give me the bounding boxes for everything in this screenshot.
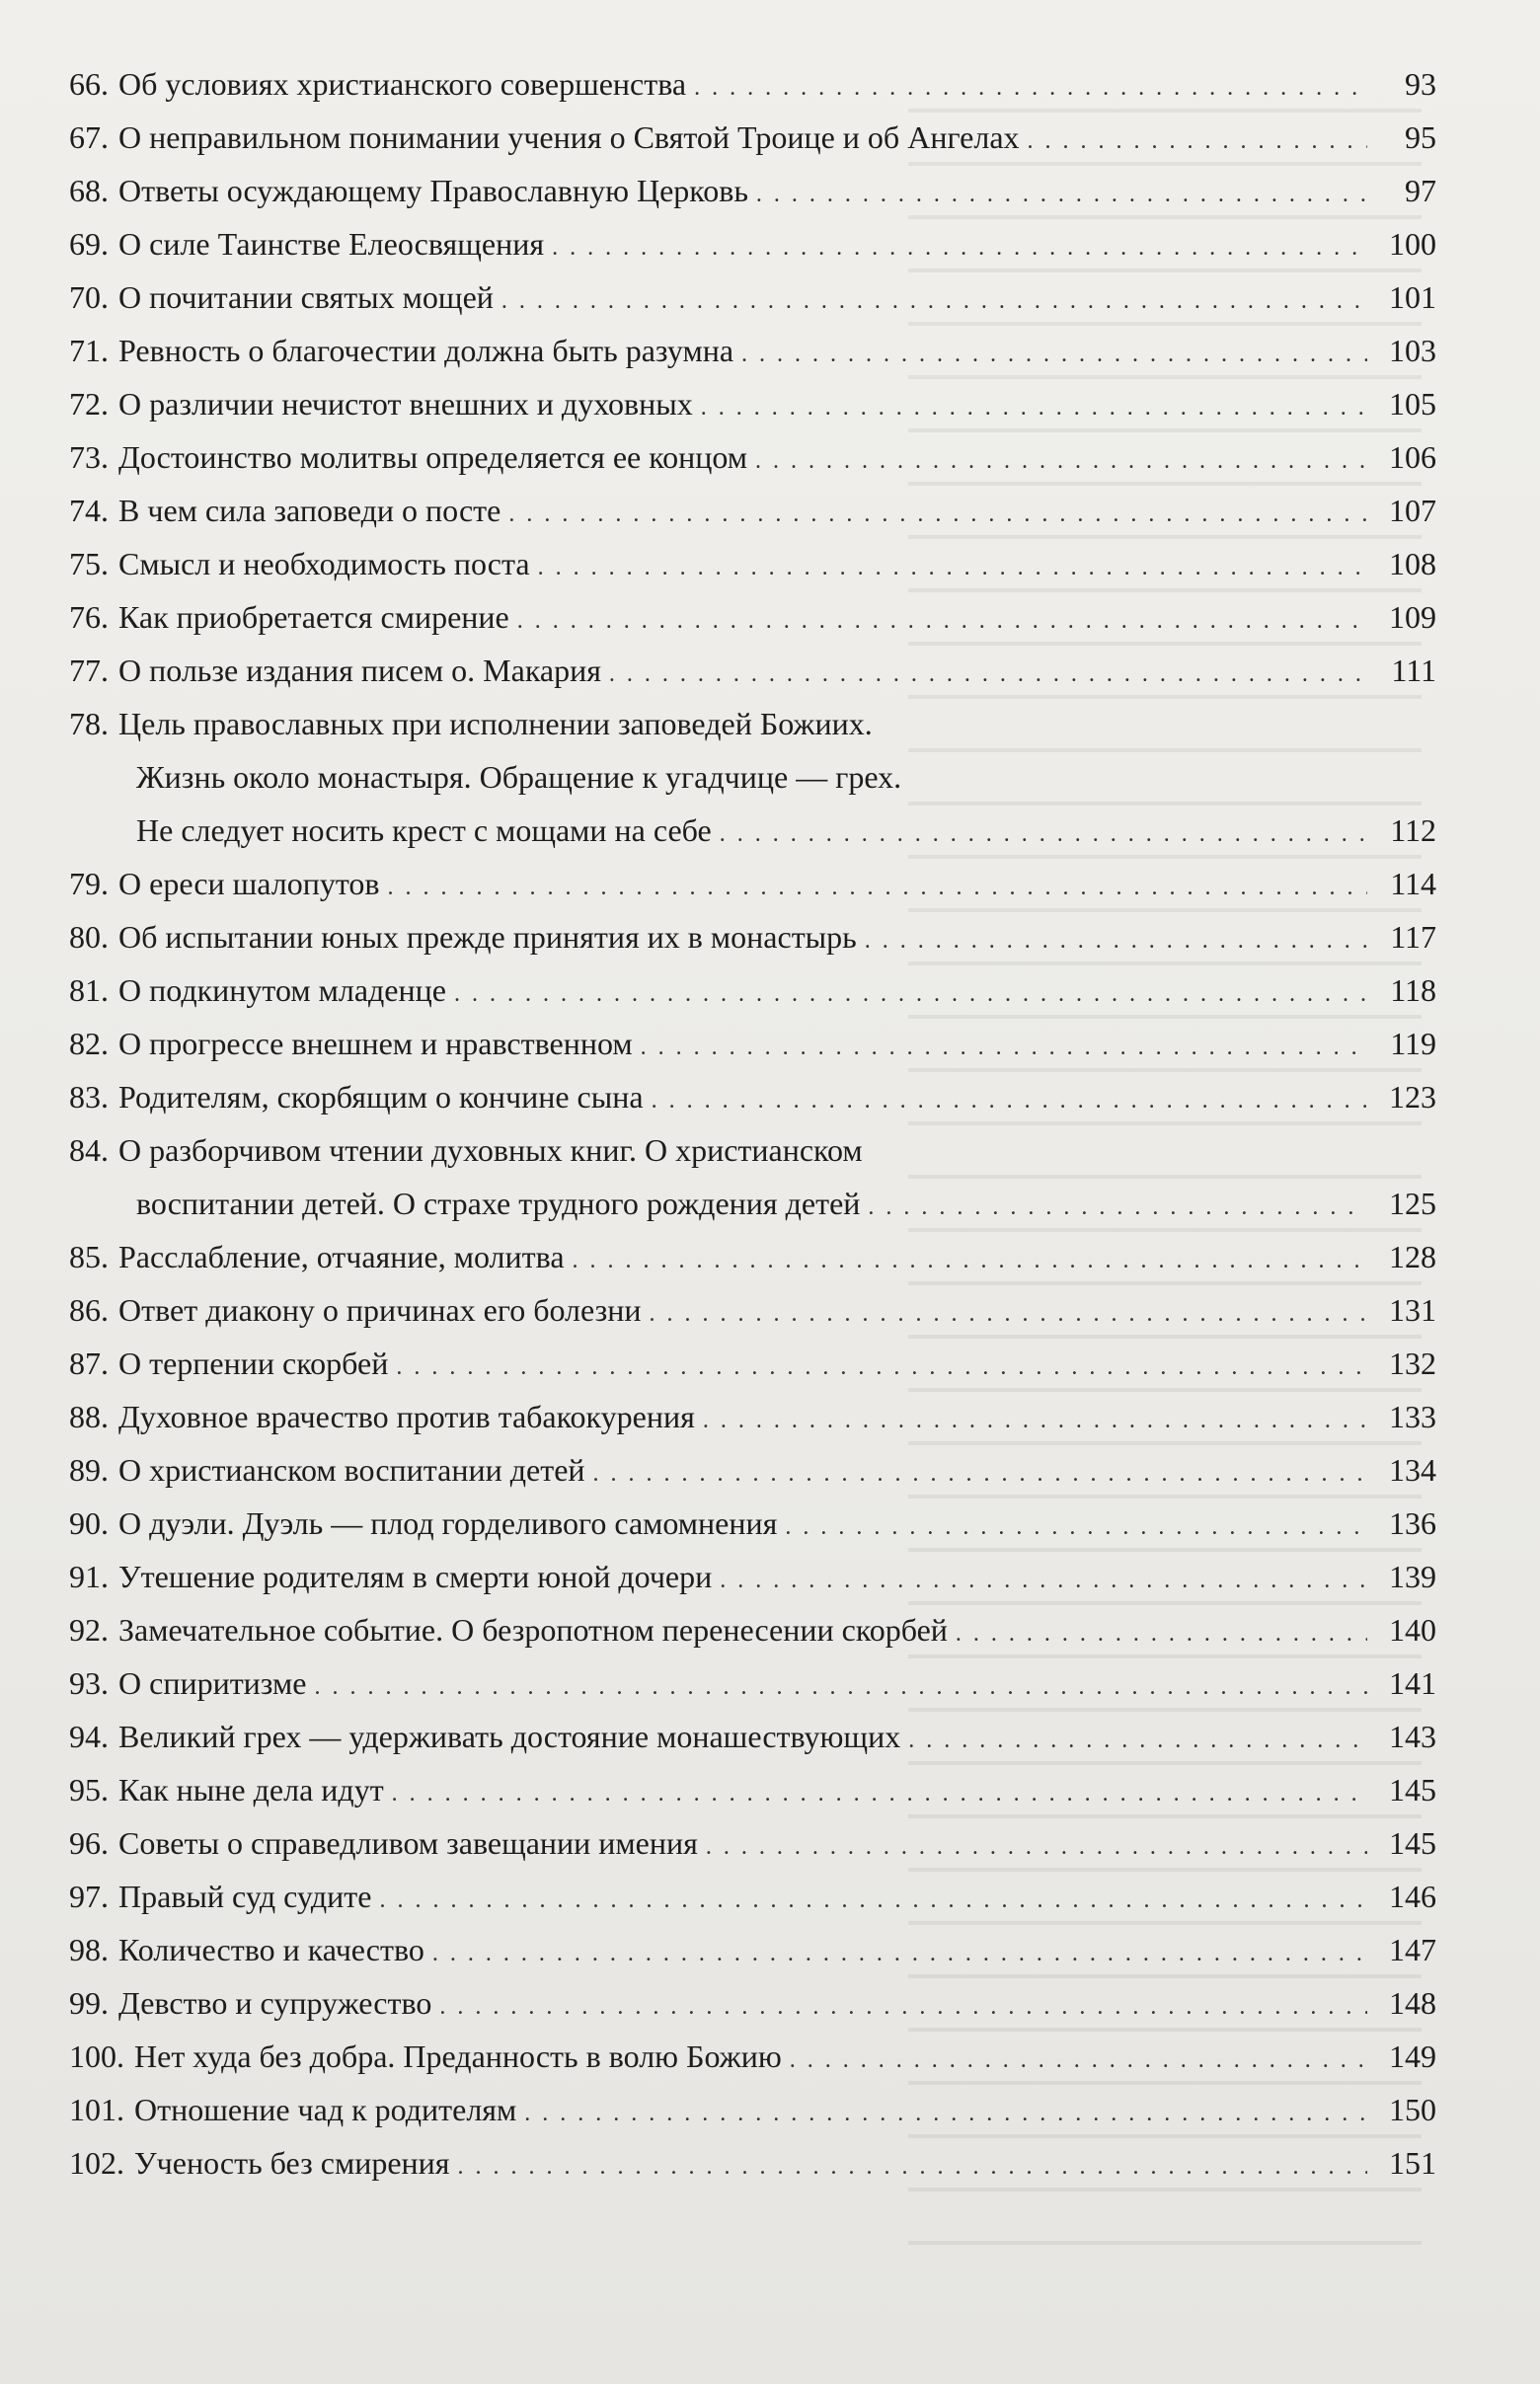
toc-entry-line — [69, 1390, 1436, 1443]
toc-entry — [69, 590, 1436, 644]
toc-entry-line — [69, 1443, 1436, 1497]
dot-leader — [454, 963, 1367, 1021]
toc-entry — [69, 537, 1436, 590]
toc-entry — [69, 324, 1436, 377]
entry-number: 99. — [69, 1985, 109, 2021]
entry-title: Ответы осуждающему Православную Церковь — [118, 173, 748, 208]
toc-entry — [69, 1870, 1436, 1923]
toc-entry — [69, 963, 1436, 1017]
toc-entry-line — [69, 1816, 1436, 1870]
toc-entry-line — [69, 377, 1436, 430]
entry-number: 69. — [69, 226, 109, 262]
entry-title: О спиритизме — [118, 1665, 307, 1701]
toc-entry — [69, 1816, 1436, 1870]
dot-leader — [609, 644, 1367, 701]
entry-page-number: 147 — [1389, 1932, 1436, 1967]
toc-entry-line — [69, 590, 1436, 644]
entry-title: Ревность о благочестии должна быть разумна — [118, 333, 734, 368]
toc-entry-line — [69, 1603, 1436, 1656]
entry-number: 84. — [69, 1132, 109, 1168]
toc-entry — [69, 1390, 1436, 1443]
entry-title: Утешение родителям в смерти юной дочери — [118, 1559, 713, 1594]
entry-number: 73. — [69, 439, 109, 475]
toc-entry-line — [69, 644, 1436, 697]
entry-page-number: 133 — [1389, 1399, 1436, 1434]
entry-title: Ответ диакону о причинах его болезни — [118, 1292, 642, 1328]
toc-entry-line — [69, 324, 1436, 377]
dot-leader — [755, 430, 1367, 488]
entry-page-number: 105 — [1389, 386, 1436, 422]
dot-leader — [703, 1390, 1367, 1447]
dot-leader — [1028, 111, 1367, 168]
toc-entry-line — [69, 111, 1436, 164]
dot-leader — [650, 1283, 1368, 1341]
toc-entry — [69, 484, 1436, 537]
entry-page-number: 109 — [1389, 599, 1436, 635]
toc-entry-line — [69, 2136, 1436, 2190]
toc-entry-line — [69, 1337, 1436, 1390]
dot-leader — [741, 324, 1367, 381]
dot-leader — [706, 1816, 1367, 1874]
entry-page-number: 150 — [1389, 2092, 1436, 2127]
entry-title: О христианском воспитании детей — [118, 1452, 585, 1488]
entry-page-number: 108 — [1389, 546, 1436, 581]
entry-number: 77. — [69, 653, 109, 688]
entry-title: Нет худа без добра. Преданность в волю Божию — [134, 2038, 782, 2074]
toc-entry-line — [69, 910, 1436, 963]
dot-leader — [908, 1710, 1367, 1767]
dot-leader — [379, 1870, 1367, 1927]
toc-entry — [69, 1017, 1436, 1070]
toc-entry-line — [69, 1870, 1436, 1923]
toc-entry — [69, 1283, 1436, 1337]
entry-page-number: 123 — [1389, 1079, 1436, 1115]
dot-leader — [652, 1070, 1367, 1127]
dot-leader — [517, 590, 1367, 648]
entry-number: 80. — [69, 919, 109, 955]
toc-entry — [69, 857, 1436, 910]
entry-number: 97. — [69, 1879, 109, 1914]
entry-number: 79. — [69, 866, 109, 901]
dot-leader — [432, 1923, 1367, 1980]
entry-number: 85. — [69, 1239, 109, 1274]
entry-page-number: 114 — [1390, 866, 1436, 901]
entry-number: 86. — [69, 1292, 109, 1328]
entry-page-number: 146 — [1389, 1879, 1436, 1914]
entry-number: 87. — [69, 1346, 109, 1381]
dot-leader — [508, 484, 1367, 541]
entry-page-number: 145 — [1389, 1825, 1436, 1861]
entry-title: воспитании детей. О страхе трудного рождения детей — [136, 1186, 861, 1221]
entry-title: О различии нечистот внешних и духовных — [118, 386, 693, 422]
dot-leader — [701, 377, 1367, 434]
entry-page-number: 111 — [1391, 653, 1436, 688]
toc-entry-line — [69, 697, 1436, 750]
dot-leader — [694, 57, 1367, 115]
entry-title: О неправильном понимании учения о Святой Троице и об Ангелах — [118, 119, 1020, 155]
dot-leader — [439, 1976, 1367, 2034]
dot-leader — [956, 1603, 1367, 1660]
entry-title: Цель православных при исполнении заповедей Божиих. — [118, 706, 873, 741]
entry-title: Советы о справедливом завещании имения — [118, 1825, 698, 1861]
entry-number: 92. — [69, 1612, 109, 1648]
entry-number: 95. — [69, 1772, 109, 1807]
toc-entry-line — [69, 804, 1436, 857]
entry-page-number: 101 — [1389, 279, 1436, 315]
dot-leader — [392, 1763, 1367, 1820]
dot-leader — [641, 1017, 1367, 1074]
entry-title: О терпении скорбей — [118, 1346, 389, 1381]
entry-title: О силе Таинстве Елеосвящения — [118, 226, 545, 262]
entry-page-number: 136 — [1389, 1505, 1436, 1541]
entry-number: 75. — [69, 546, 109, 581]
dot-leader — [524, 2083, 1367, 2140]
entry-page-number: 93 — [1405, 66, 1436, 102]
entry-page-number: 119 — [1390, 1026, 1436, 1061]
toc-entry — [69, 1976, 1436, 2030]
toc-entry-line — [69, 1710, 1436, 1763]
toc-entry-line — [69, 1123, 1436, 1177]
entry-page-number: 143 — [1389, 1719, 1436, 1754]
entry-number: 94. — [69, 1719, 109, 1754]
toc-entry — [69, 1763, 1436, 1816]
entry-title: О почитании святых мощей — [118, 279, 494, 315]
dot-leader — [785, 1497, 1367, 1554]
entry-number: 70. — [69, 279, 109, 315]
toc-entry — [69, 1497, 1436, 1550]
entry-page-number: 131 — [1389, 1292, 1436, 1328]
entry-title: Об условиях христианского совершенства — [118, 66, 687, 102]
entry-title: Расслабление, отчаяние, молитва — [118, 1239, 565, 1274]
entry-number: 72. — [69, 386, 109, 422]
toc-entry — [69, 697, 1436, 857]
entry-title: Смысл и необходимость поста — [118, 546, 530, 581]
dot-leader — [552, 217, 1367, 274]
entry-number: 98. — [69, 1932, 109, 1967]
toc-entry-line — [69, 1230, 1436, 1283]
entry-page-number: 139 — [1389, 1559, 1436, 1594]
entry-number: 90. — [69, 1505, 109, 1541]
toc-entry — [69, 1337, 1436, 1390]
toc-entry-line — [69, 2083, 1436, 2136]
entry-number: 71. — [69, 333, 109, 368]
entry-page-number: 128 — [1389, 1239, 1436, 1274]
entry-title: Родителям, скорбящим о кончине сына — [118, 1079, 644, 1115]
toc-entry-line — [69, 1283, 1436, 1337]
toc-entry-line — [69, 857, 1436, 910]
entry-number: 91. — [69, 1559, 109, 1594]
toc-entry — [69, 57, 1436, 111]
entry-title: Замечательное событие. О безропотном перенесении скорбей — [118, 1612, 948, 1648]
toc-entry — [69, 910, 1436, 963]
toc-entry — [69, 1443, 1436, 1497]
toc-entry — [69, 1656, 1436, 1710]
toc-entry — [69, 111, 1436, 164]
entry-page-number: 107 — [1389, 493, 1436, 528]
entry-page-number: 149 — [1389, 2038, 1436, 2074]
toc-entry — [69, 1710, 1436, 1763]
entry-number: 100. — [69, 2038, 124, 2074]
toc-entry-line — [69, 750, 1436, 804]
entry-title: Достоинство молитвы определяется ее концом — [118, 439, 748, 475]
toc-entry — [69, 1070, 1436, 1123]
dot-leader — [593, 1443, 1367, 1500]
entry-page-number: 106 — [1389, 439, 1436, 475]
entry-title: В чем сила заповеди о посте — [118, 493, 501, 528]
entry-page-number: 140 — [1389, 1612, 1436, 1648]
toc-entry-line — [69, 1070, 1436, 1123]
toc-entry — [69, 164, 1436, 217]
dot-leader — [720, 804, 1367, 861]
toc-entry-line — [69, 1550, 1436, 1603]
entry-title: О подкинутом младенце — [118, 972, 446, 1008]
toc-entry-line — [69, 2030, 1436, 2083]
entry-page-number: 117 — [1390, 919, 1436, 955]
entry-title: Об испытании юных прежде принятия их в монастырь — [118, 919, 857, 955]
toc-entry-line — [69, 1763, 1436, 1816]
entry-page-number: 97 — [1405, 173, 1436, 208]
entry-title: Как приобретается смирение — [118, 599, 509, 635]
toc-entry-line — [69, 1497, 1436, 1550]
toc-entry-line — [69, 1017, 1436, 1070]
toc-entry-line — [69, 430, 1436, 484]
dot-leader — [538, 537, 1367, 594]
entry-page-number: 112 — [1390, 812, 1436, 848]
entry-title: Ученость без смирения — [134, 2145, 450, 2181]
entry-number: 101. — [69, 2092, 124, 2127]
entry-number: 83. — [69, 1079, 109, 1115]
dot-leader — [501, 270, 1367, 328]
dot-leader — [388, 857, 1367, 914]
entry-title: О пользе издания писем о. Макария — [118, 653, 601, 688]
toc-entry-line — [69, 1656, 1436, 1710]
entry-title: Жизнь около монастыря. Обращение к угадчице — грех. — [136, 759, 902, 795]
entry-page-number: 100 — [1389, 226, 1436, 262]
entry-title: Девство и супружество — [118, 1985, 432, 2021]
toc-entry-line — [69, 270, 1436, 324]
entry-title: О ереси шалопутов — [118, 866, 380, 901]
entry-page-number: 118 — [1390, 972, 1436, 1008]
dot-leader — [868, 1177, 1367, 1234]
entry-page-number: 134 — [1389, 1452, 1436, 1488]
toc-entry — [69, 430, 1436, 484]
toc-entry — [69, 2083, 1436, 2136]
entry-title: Великий грех — удерживать достояние монашествующих — [118, 1719, 901, 1754]
entry-page-number: 145 — [1389, 1772, 1436, 1807]
entry-number: 96. — [69, 1825, 109, 1861]
toc-entry-line — [69, 57, 1436, 111]
entry-title: Правый суд судите — [118, 1879, 372, 1914]
entry-number: 88. — [69, 1399, 109, 1434]
dot-leader — [756, 164, 1367, 221]
entry-number: 102. — [69, 2145, 124, 2181]
dot-leader — [790, 2030, 1367, 2087]
entry-title: Духовное врачество против табакокурения — [118, 1399, 695, 1434]
dot-leader — [458, 2136, 1368, 2193]
entry-title: Отношение чад к родителям — [134, 2092, 517, 2127]
entry-page-number: 125 — [1389, 1186, 1436, 1221]
dot-leader — [720, 1550, 1367, 1607]
entry-number: 76. — [69, 599, 109, 635]
entry-number: 67. — [69, 119, 109, 155]
entry-title: О разборчивом чтении духовных книг. О христианском — [118, 1132, 863, 1168]
toc-entry-line — [69, 484, 1436, 537]
entry-number: 89. — [69, 1452, 109, 1488]
toc-entry — [69, 1230, 1436, 1283]
entry-page-number: 148 — [1389, 1985, 1436, 2021]
entry-number: 78. — [69, 706, 109, 741]
entry-title: О дуэли. Дуэль — плод горделивого самомнения — [118, 1505, 778, 1541]
toc-entry — [69, 644, 1436, 697]
toc-entry-line — [69, 1177, 1436, 1230]
toc-entry-line — [69, 537, 1436, 590]
entry-page-number: 141 — [1389, 1665, 1436, 1701]
entry-title: О прогрессе внешнем и нравственном — [118, 1026, 633, 1061]
toc-entry — [69, 217, 1436, 270]
entry-page-number: 103 — [1389, 333, 1436, 368]
toc-entry-line — [69, 164, 1436, 217]
entry-number: 93. — [69, 1665, 109, 1701]
dot-leader — [865, 910, 1367, 967]
toc-entry-line — [69, 1923, 1436, 1976]
toc-entry-line — [69, 963, 1436, 1017]
entry-title: Количество и качество — [118, 1932, 424, 1967]
entry-number: 74. — [69, 493, 109, 528]
toc-entry-line — [69, 217, 1436, 270]
toc-entry-line — [69, 1976, 1436, 2030]
entry-number: 82. — [69, 1026, 109, 1061]
toc-entry — [69, 1550, 1436, 1603]
entry-page-number: 151 — [1389, 2145, 1436, 2181]
toc-entry — [69, 2136, 1436, 2190]
entry-title: Как ныне дела идут — [118, 1772, 384, 1807]
entry-number: 68. — [69, 173, 109, 208]
toc-entry — [69, 270, 1436, 324]
toc-entry — [69, 2030, 1436, 2083]
toc-entry — [69, 1603, 1436, 1656]
entry-number: 66. — [69, 66, 109, 102]
entry-title: Не следует носить крест с мощами на себе — [136, 812, 712, 848]
entry-page-number: 95 — [1405, 119, 1436, 155]
toc-entry — [69, 377, 1436, 430]
dot-leader — [573, 1230, 1367, 1287]
dot-leader — [396, 1337, 1367, 1394]
toc-entry — [69, 1123, 1436, 1230]
entry-page-number: 132 — [1389, 1346, 1436, 1381]
toc-entry — [69, 1923, 1436, 1976]
dot-leader — [314, 1656, 1367, 1714]
entry-number: 81. — [69, 972, 109, 1008]
